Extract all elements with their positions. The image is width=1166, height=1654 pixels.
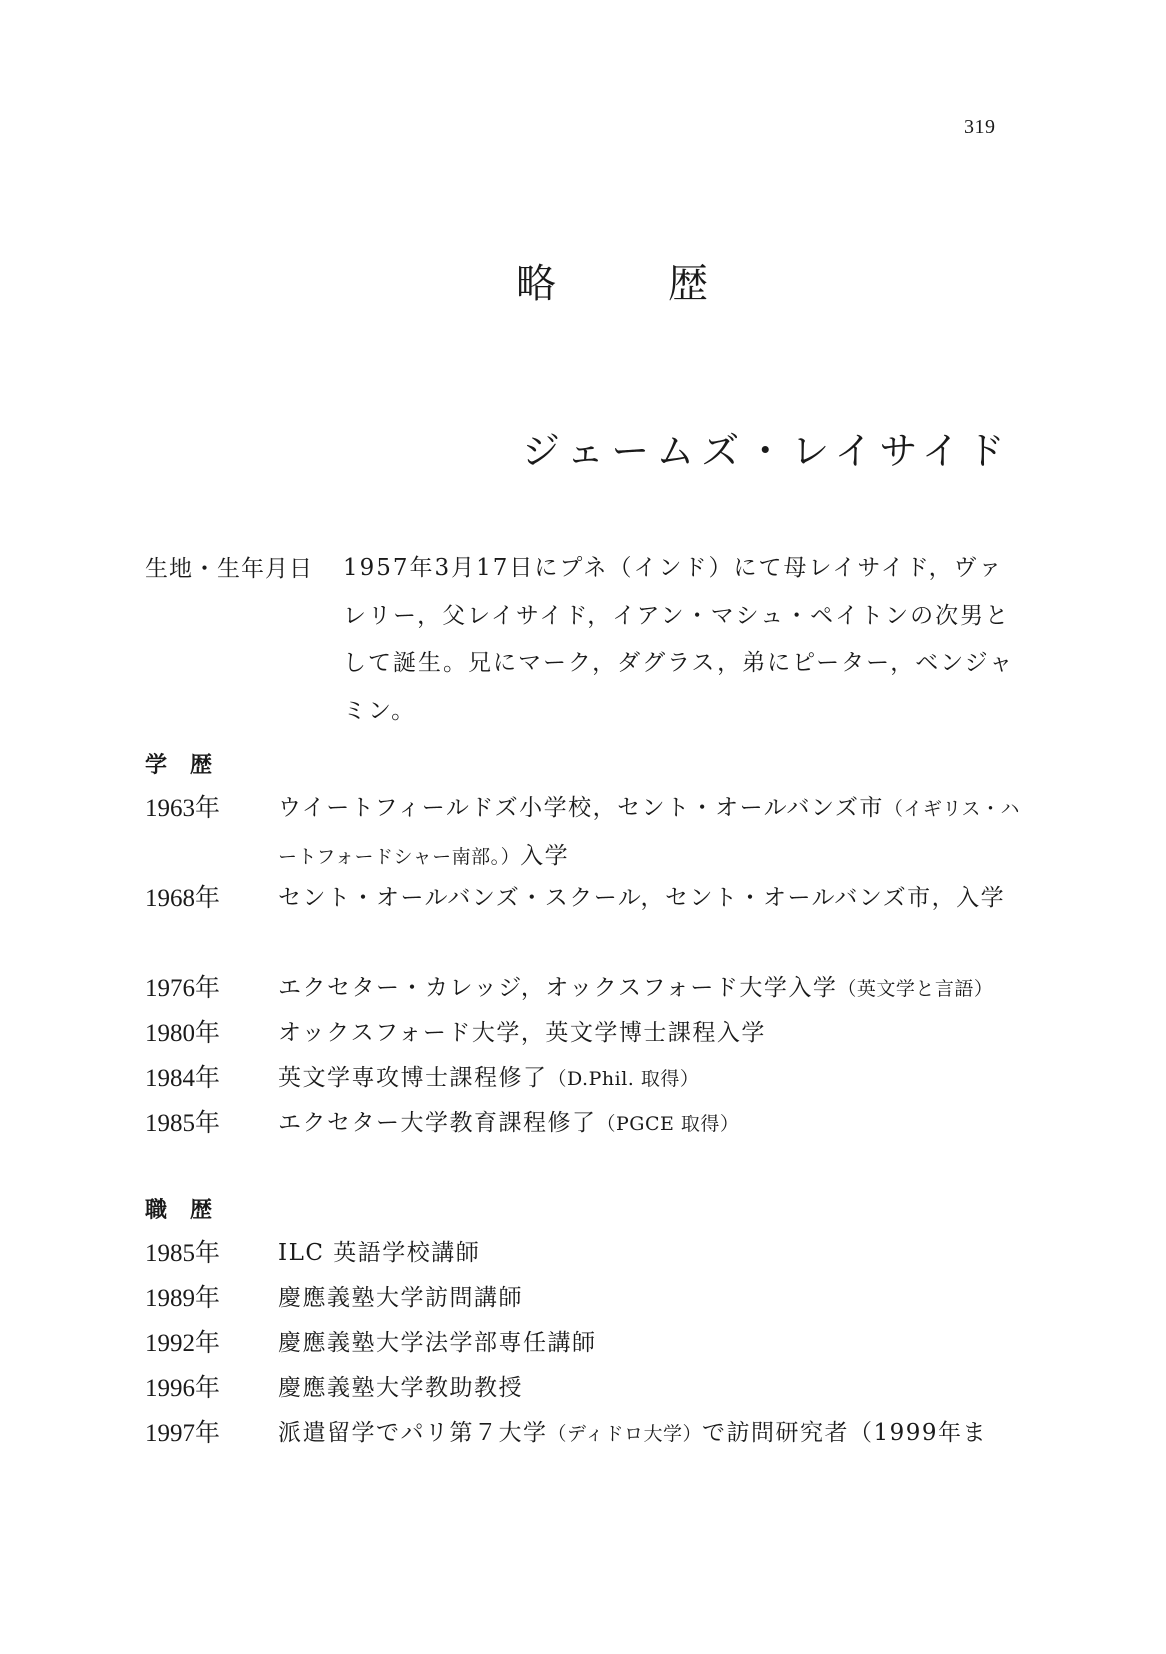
education-entry-text: [278, 1100, 1025, 1148]
education-entry: [145, 785, 1025, 881]
education-entry-note: （イギリス・ハートフォードシャー南部。）: [278, 798, 1020, 868]
career-entry: [145, 1320, 1025, 1367]
education-entry-main-text: エクセター・カレッジ，オックスフォード大学入学: [278, 975, 838, 1001]
career-entry-text: [278, 1410, 1025, 1458]
person-name: ジェームズ・レイサイド: [522, 429, 1012, 473]
career-entry: [145, 1230, 1025, 1277]
career-entry-main-text: 慶應義塾大学教助教授: [278, 1375, 523, 1401]
career-heading: 職歴: [145, 1197, 236, 1223]
education-entry-year: 1963年: [145, 795, 221, 822]
education-entry-text: [278, 785, 1025, 881]
education-entry-year: 1980年: [145, 1020, 221, 1047]
education-entry: [145, 1100, 1025, 1148]
education-entry-text: [278, 1055, 1025, 1103]
career-entry-main-text: 慶應義塾大学法学部専任講師: [278, 1330, 597, 1356]
education-entry: [145, 965, 1025, 1013]
education-entry-text: [278, 965, 1025, 1013]
education-entry-main-text: 英文学専攻博士課程修了: [278, 1065, 548, 1091]
education-entry-trailing-text: 入学: [520, 843, 570, 869]
career-entry-year: 1996年: [145, 1375, 221, 1402]
education-entry-main-text: ウイートフィールドズ小学校，セント・オールバンズ市: [278, 795, 884, 821]
career-entry-main-text: ILC 英語学校講師: [278, 1240, 481, 1266]
career-entry-text: [278, 1320, 1025, 1367]
career-entry-year: 1985年: [145, 1240, 221, 1267]
career-entry: [145, 1365, 1025, 1412]
education-entry: [145, 1055, 1025, 1103]
career-entry-trailing-text: で訪問研究者（1999年ま: [701, 1420, 988, 1446]
career-entry-year: 1989年: [145, 1285, 221, 1312]
birth-text: 1957年3月17日にプネ（インド）にて母レイサイド，ヴァレリー，父レイサイド，イアン・マシュ・ペイトンの次男として誕生。兄にマーク，ダグラス，弟にピーター，ベンジャミン。: [343, 555, 1015, 724]
education-entry-year: 1984年: [145, 1065, 221, 1092]
career-entry-note: （ディドロ大学）: [547, 1423, 702, 1445]
education-heading: 学歴: [145, 752, 236, 778]
career-entry: [145, 1410, 1025, 1458]
career-entry-text: [278, 1275, 1025, 1322]
education-entry-main-text: オックスフォード大学，英文学博士課程入学: [278, 1020, 766, 1046]
education-entry-year: 1985年: [145, 1110, 221, 1137]
education-entry-year: 1976年: [145, 975, 221, 1002]
education-entry-note: （D.Phil. 取得）: [547, 1068, 700, 1090]
career-entry-main-text: 派遣留学でパリ第７大学: [278, 1420, 548, 1446]
career-entry-year: 1997年: [145, 1420, 221, 1447]
education-entry-note: （PGCE 取得）: [596, 1113, 740, 1135]
career-entry: [145, 1275, 1025, 1322]
education-entry-year: 1968年: [145, 885, 221, 912]
birth-label: 生地・生年月日: [145, 556, 313, 582]
education-entry-text: [278, 1010, 1025, 1057]
career-entry-year: 1992年: [145, 1330, 221, 1357]
education-entry-main-text: エクセター大学教育課程修了: [278, 1110, 597, 1136]
page-number: 319: [964, 116, 996, 138]
education-entry-main-text: セント・オールバンズ・スクール，セント・オールバンズ市，入学: [278, 885, 1006, 911]
education-entry: [145, 1010, 1025, 1057]
career-entry-text: [278, 1365, 1025, 1412]
education-entry: [145, 875, 1025, 922]
education-entry-note: （英文学と言語）: [837, 978, 994, 1000]
career-entry-text: [278, 1230, 1025, 1277]
document-title: 略 歴: [516, 261, 744, 307]
education-entry-text: [278, 875, 1025, 922]
career-entry-main-text: 慶應義塾大学訪問講師: [278, 1285, 523, 1311]
